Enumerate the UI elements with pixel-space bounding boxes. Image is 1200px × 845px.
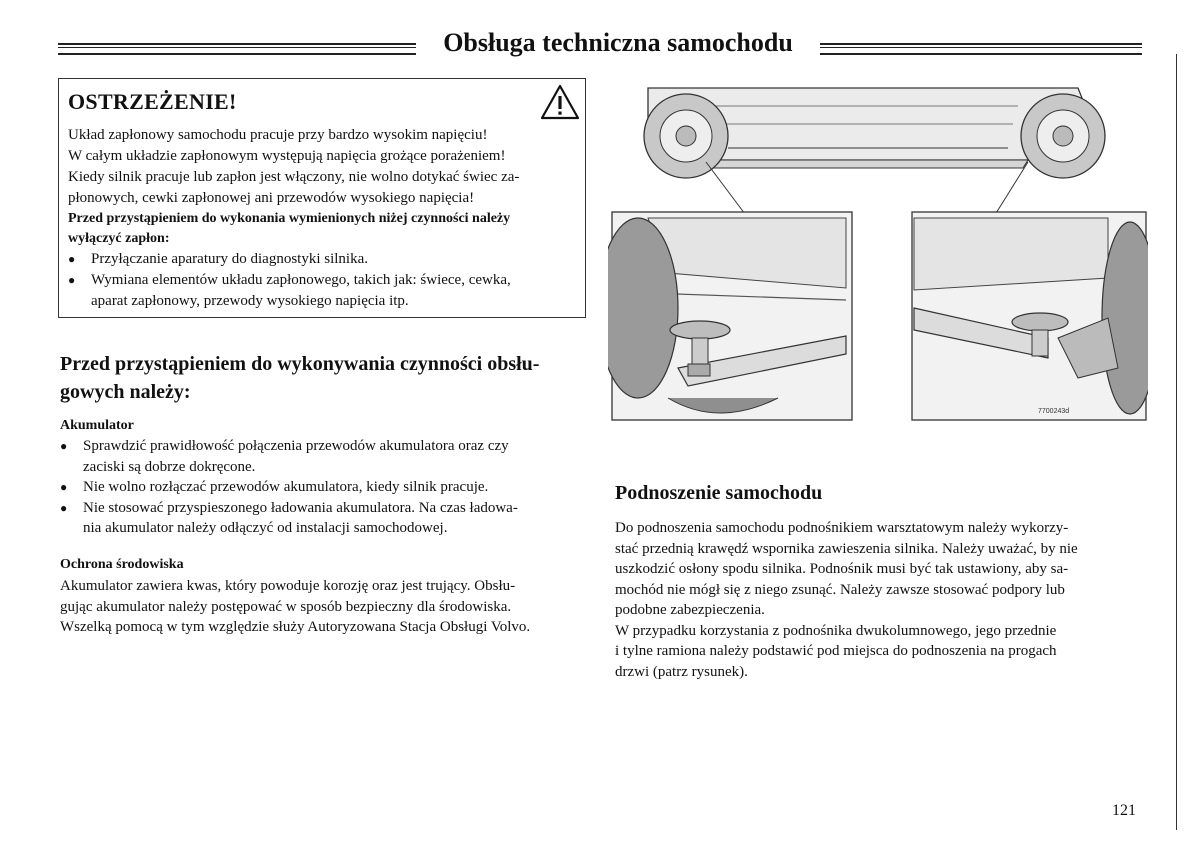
lifting-line: mochód nie mógł się z niego zsunąć. Należy zawsze stosować podpory lub [615,581,1065,598]
akumulator-bullet: ● Nie wolno rozłączać przewodów akumulatora, kiedy silnik pracuje. [60,477,590,498]
header-rule-right [820,43,1142,55]
lifting-line: uszkodzić osłony spodu silnika. Podnośnik musi być tak ustawiony, aby sa- [615,561,1069,577]
car-side-view [644,88,1105,218]
akumulator-heading: Akumulator [60,418,134,433]
lifting-line: stać przednią krawędź wspornika zawieszenia silnika. Należy uważać, by nie [615,540,1078,557]
environment-heading: Ochrona środowiska [60,557,184,572]
warning-bullet: ● Wymiana elementów układu zapłonowego, takich jak: świece, cewka, aparat zapłonowy, przewody wysokiego napięcia itp. [68,270,578,312]
lifting-line: W przypadku korzystania z podnośnika dwukolumnowego, jego przednie [615,622,1057,639]
illustration-code: 7700243d [1038,408,1070,415]
lifting-text [615,518,1147,682]
detail-front-lift-point [608,212,852,420]
environment-text [60,576,600,638]
warning-bullet: ● Przyłączanie aparatury do diagnostyki silnika. [68,249,578,270]
warning-line: Układ zapłonowy samochodu pracuje przy bardzo wysokim napięciu! [68,127,488,143]
section-title-line: Przed przystąpieniem do wykonywania czynności obsłu- [60,353,540,375]
detail-rear-lift-point [912,212,1148,420]
akumulator-bullet: ● Nie stosować przyspieszonego ładowania akumulatora. Na czas ładowa- nia akumulator należy odłączyć od instalacji samochodowej. [60,498,590,539]
car-lifting-illustration [608,68,1148,428]
lifting-line: i tylne ramiona należy podstawić pod miejsca do podnoszenia na progach [615,643,1057,659]
page-edge-rule [1176,54,1177,830]
header-rule-left [58,43,416,55]
environment-line: Wszelką pomocą w tym względzie służy Autoryzowana Stacja Obsługi Volvo. [60,619,531,635]
warning-triangle-icon [540,84,580,120]
akumulator-bullet-list [60,436,590,539]
lifting-line: podobne zabezpieczenia. [615,602,765,618]
environment-line: Akumulator zawiera kwas, który powoduje korozję oraz jest trujący. Obsłu- [60,578,516,594]
warning-bullet-list [68,249,578,312]
warning-line: W całym układzie zapłonowym występują napięcia grożące porażeniem! [68,148,506,164]
warning-line: płonowych, cewki zapłonowej ani przewodów wysokiego napięcia! [68,190,475,206]
section-title [60,350,590,406]
section-title-line: gowych należy: [60,381,191,403]
lifting-line: Do podnoszenia samochodu podnośnikiem warsztatowym należy wykorzy- [615,520,1069,536]
akumulator-bullet: ● Sprawdzić prawidłowość połączenia przewodów akumulatora oraz czy zaciski są dobrze dokręcone. [60,436,590,477]
environment-line: gując akumulator należy postępować w sposób bezpieczny dla środowiska. [60,598,512,615]
page-title: Obsługa techniczna samochodu [443,28,793,57]
warning-bold-line: Przed przystąpieniem do wykonania wymienionych niżej czynności należy [68,211,511,226]
lifting-title: Podnoszenie samochodu [615,482,823,504]
warning-line: Kiedy silnik pracuje lub zapłon jest włączony, nie wolno dotykać świec za- [68,169,520,185]
warning-bold-line: wyłączyć zapłon: [68,231,170,246]
lifting-line: drzwi (patrz rysunek). [615,663,748,680]
warning-title: OSTRZEŻENIE! [68,89,237,114]
warning-body [68,125,578,312]
page-number: 121 [1112,802,1136,819]
